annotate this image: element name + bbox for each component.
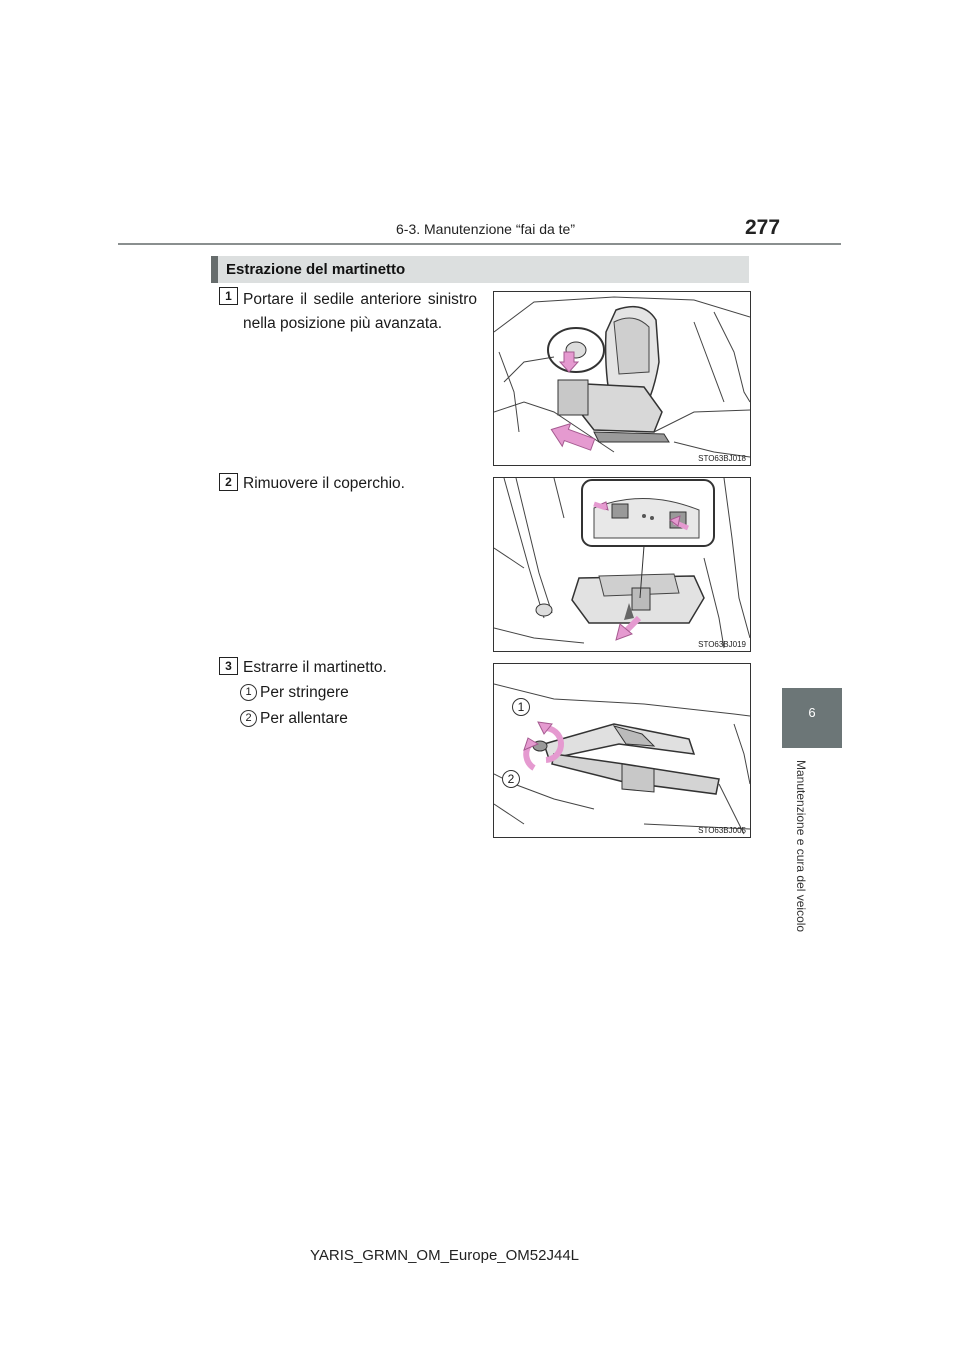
figure-code-1: STO63BJ018	[698, 454, 746, 463]
step-2-text: Rimuovere il coperchio.	[243, 475, 405, 492]
figure-remove-cover	[493, 477, 751, 652]
remove-cover-illustration	[494, 478, 750, 651]
step-number-1: 1	[219, 287, 238, 305]
header-section-title: 6-3. Manutenzione “fai da te”	[396, 221, 575, 237]
page-number: 277	[745, 216, 781, 239]
chapter-number: 6	[808, 705, 816, 720]
seat-forward-illustration	[494, 292, 750, 465]
figure-code-2: STO63BJ019	[698, 640, 746, 649]
step-1-text: Portare il sedile anteriore sinistro nella posizione più avanzata.	[243, 291, 477, 332]
sub-item-1-text: Per stringere	[260, 684, 349, 701]
sub-item-2-number: 2	[240, 710, 257, 727]
section-title: Estrazione del martinetto	[226, 261, 406, 278]
step-3-text: Estrarre il martinetto.	[243, 659, 387, 676]
section-heading-accent	[211, 256, 218, 283]
figure-extract-jack	[493, 663, 751, 838]
figure-callout-2: 2	[502, 770, 520, 788]
figure-code-3: STO63BJ005	[698, 826, 746, 835]
footer-document-code: YARIS_GRMN_OM_Europe_OM52J44L	[310, 1247, 580, 1264]
step-number-2: 2	[219, 473, 238, 491]
header-divider	[118, 243, 841, 245]
figure-seat-forward	[493, 291, 751, 466]
step-number-3: 3	[219, 657, 238, 675]
chapter-title: Manutenzione e cura del veicolo	[794, 760, 808, 933]
figure-callout-1: 1	[512, 698, 530, 716]
extract-jack-illustration	[494, 664, 750, 837]
sub-item-2-text: Per allentare	[260, 710, 348, 727]
sub-item-1-number: 1	[240, 684, 257, 701]
